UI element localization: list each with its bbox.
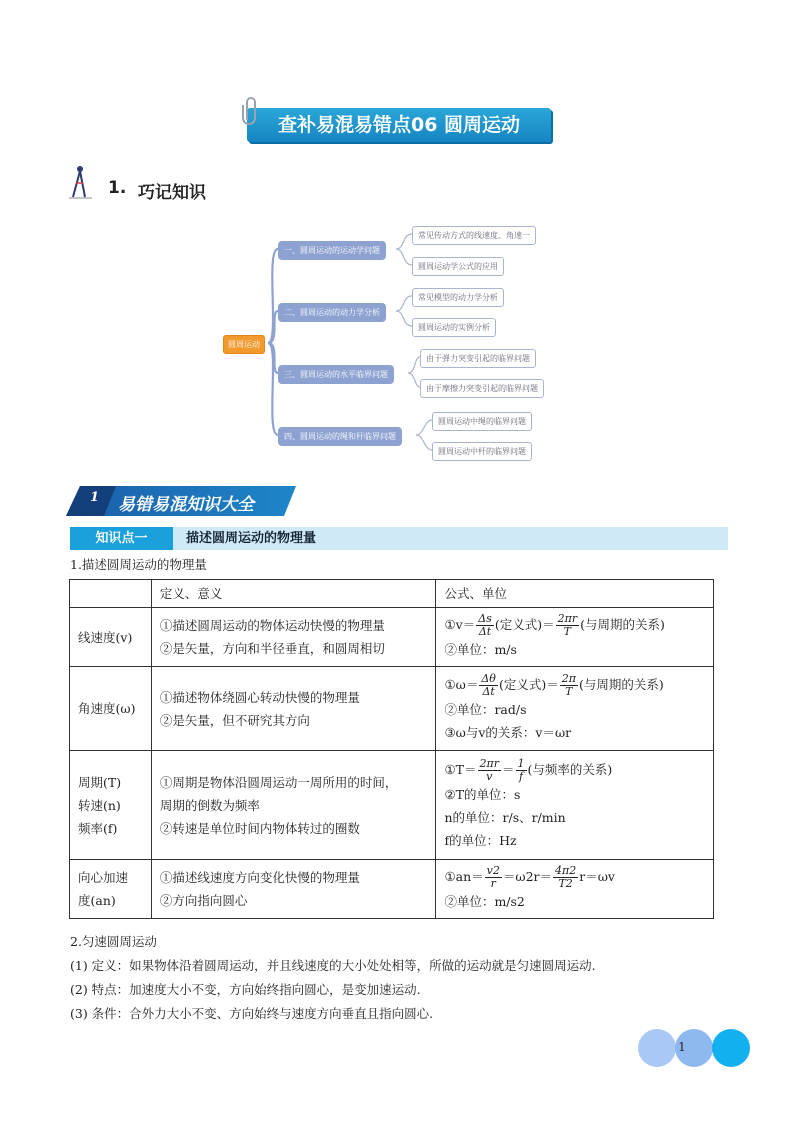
formula-line: ①ω＝ $\frac{\Delta\theta}{\Delta t}$ (定义式)＝ $\frac{2\pi}{T}$ (与周期的关系) <box>444 672 664 698</box>
mindmap-branch-1: 一、圆周运动的运动学问题 <box>278 241 386 260</box>
quantity-formula: ①v＝ $\frac{\Delta s}{\Delta t}$ (定义式)＝ $\frac{2\pi r}{T}$ (与周期的关系) ②单位：m/s <box>436 608 714 667</box>
formula-line: ①T＝ $\frac{2\pi r}{v}$ ＝ $\frac{1}{f}$ (与频率的关系) <box>444 757 613 783</box>
quantity-definition: ①描述圆周运动的物体运动快慢的物理量 ②是矢量，方向和半径垂直，和圆周相切 <box>151 608 436 667</box>
banner-number: 1 <box>90 490 100 505</box>
mindmap-leaf-4-1: 圆周运动中绳的临界问题 <box>432 412 532 431</box>
table-header-row <box>70 580 714 608</box>
table-header-cell <box>70 580 152 608</box>
mindmap-leaf-2-2: 圆周运动的实例分析 <box>412 318 496 337</box>
table-header-cell: 公式、单位 <box>436 580 714 608</box>
formula-line: ①an＝ $\frac{v2}{r}$ ＝ω2r＝ $\frac{4\pi 2}{T2}$ r＝ωv <box>444 864 615 890</box>
mindmap-leaf-1-1: 常见传动方式的线速度、角速一 <box>412 226 536 245</box>
mindmap-branch-4: 四、圆周运动的绳和杆临界问题 <box>278 427 402 446</box>
mindmap-branch-2: 二、圆周运动的动力学分析 <box>278 303 386 322</box>
quantities-table <box>69 579 714 919</box>
mindmap-leaf-1-2: 圆周运动学公式的应用 <box>412 257 504 276</box>
table-row <box>70 667 714 751</box>
mindmap <box>220 222 570 467</box>
table-row <box>70 860 714 919</box>
compass-icon <box>66 163 96 201</box>
quantity-formula: ①ω＝ $\frac{\Delta\theta}{\Delta t}$ (定义式)＝ $\frac{2\pi}{T}$ (与周期的关系) ②单位：rad/s ③ω与v的关系：v＝ωr <box>436 667 714 751</box>
knowledge-point-bar <box>70 527 728 550</box>
quantity-name: 角速度(ω) <box>70 667 152 751</box>
quantity-name: 向心加速 度(an) <box>70 860 152 919</box>
quantity-name: 线速度(v) <box>70 608 152 667</box>
table-row <box>70 608 714 667</box>
table-row <box>70 751 714 860</box>
banner-title: 易错易混知识大全 <box>118 495 254 515</box>
section-number: 1. <box>108 178 127 198</box>
title-banner <box>247 108 551 142</box>
paperclip-icon <box>241 96 259 126</box>
paragraph-condition: (3) 条件：合外力大小不变、方向始终与速度方向垂直且指向圆心. <box>70 1006 434 1021</box>
mindmap-leaf-2-1: 常见模型的动力学分析 <box>412 288 504 307</box>
page-number: 1 <box>678 1040 686 1054</box>
quantity-definition: ①描述物体绕圆心转动快慢的物理量 ②是矢量，但不研究其方向 <box>151 667 436 751</box>
quantity-name: 周期(T) 转速(n) 频率(f) <box>70 751 152 860</box>
knowledge-point-label: 知识点一 <box>70 527 173 550</box>
section-banner <box>66 486 296 516</box>
formula-line: ①v＝ $\frac{\Delta s}{\Delta t}$ (定义式)＝ $\frac{2\pi r}{T}$ (与周期的关系) <box>444 612 665 638</box>
quantity-formula: ①T＝ $\frac{2\pi r}{v}$ ＝ $\frac{1}{f}$ (与频率的关系) ②T的单位：s n的单位：r/s、r/min f的单位：Hz <box>436 751 714 860</box>
mindmap-leaf-4-2: 圆周运动中杆的临界问题 <box>432 442 532 461</box>
page-title: 查补易混易错点06 圆周运动 <box>277 114 521 136</box>
section-title: 巧记知识 <box>138 183 206 203</box>
paragraph-definition: (1) 定义：如果物体沿着圆周运动，并且线速度的大小处处相等，所做的运动就是匀速圆周运动. <box>70 958 596 973</box>
mindmap-leaf-3-1: 由于弹力突变引起的临界问题 <box>420 349 536 368</box>
subheading-1: 1.描述圆周运动的物理量 <box>70 557 207 572</box>
table-header-cell: 定义、意义 <box>151 580 436 608</box>
mindmap-branch-3: 三、圆周运动的水平临界问题 <box>278 365 394 384</box>
quantity-definition: ①描述线速度方向变化快慢的物理量 ②方向指向圆心 <box>151 860 436 919</box>
paragraph-feature: (2) 特点：加速度大小不变，方向始终指向圆心，是变加速运动. <box>70 982 421 997</box>
quantity-definition: ①周期是物体沿圆周运动一周所用的时间， 周期的倒数为频率 ②转速是单位时间内物体转过的圈数 <box>151 751 436 860</box>
quantity-formula: ①an＝ $\frac{v2}{r}$ ＝ω2r＝ $\frac{4\pi 2}{T2}$ r＝ωv ②单位：m/s2 <box>436 860 714 919</box>
mindmap-root: 圆周运动 <box>223 335 265 354</box>
knowledge-point-title: 描述圆周运动的物理量 <box>186 531 317 546</box>
subheading-2: 2.匀速圆周运动 <box>70 934 157 949</box>
mindmap-leaf-3-2: 由于摩擦力突变引起的临界问题 <box>420 379 544 398</box>
